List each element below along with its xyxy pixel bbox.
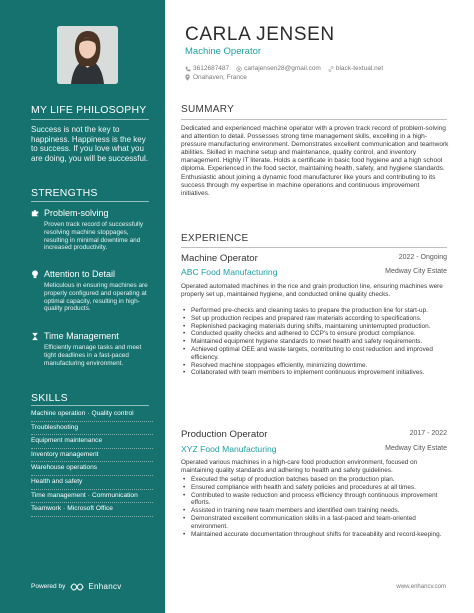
list-item: • Achieved optimal OEE and waste targets, contributing to cost reduction and improved efficiency. bbox=[181, 346, 447, 362]
job-location: Medway City Estate bbox=[385, 268, 447, 275]
strength-title: Attention to Detail bbox=[44, 269, 116, 279]
skill-row: Machine operation · Quality control bbox=[31, 408, 153, 422]
job-title: Machine Operator bbox=[181, 253, 258, 264]
phone-text: 3612687487 bbox=[193, 65, 230, 72]
list-item: • Maintained accurate documentation throughout shifts for traceability and record-keeping. bbox=[181, 531, 447, 539]
list-item: • Demonstrated excellent communication skills in a fast-paced and team-oriented environment. bbox=[181, 515, 447, 531]
skill-row bbox=[31, 422, 153, 436]
profile-photo bbox=[57, 26, 118, 84]
list-item: • Resolved machine stoppages efficiently, minimizing downtime. bbox=[181, 362, 447, 370]
job-dates: 2017 - 2022 bbox=[409, 430, 447, 437]
skill-tag: Equipment maintenance bbox=[31, 437, 103, 445]
list-item: • Ensured compliance with health and safety policies and procedures at all times. bbox=[181, 484, 447, 492]
strengths-heading: STRENGTHS bbox=[31, 187, 98, 199]
contact-row bbox=[185, 65, 383, 72]
company-name: ABC Food Manufacturing bbox=[181, 267, 278, 277]
lightbulb-icon bbox=[31, 270, 39, 279]
skill-tag: Communication bbox=[91, 491, 138, 499]
skill-tag: Teamwork bbox=[31, 505, 62, 513]
brand-name: Enhancv bbox=[88, 582, 122, 591]
summary-heading: SUMMARY bbox=[181, 104, 235, 115]
link-text: black-textual.net bbox=[335, 65, 384, 72]
link-icon bbox=[328, 66, 334, 72]
skill-tag: Microsoft Office bbox=[67, 505, 113, 513]
skill-tag: Inventory management bbox=[31, 450, 99, 458]
philosophy-text: Success is not the key to happiness. Happiness is the key to success. If you love what you are doing, you will be successful. bbox=[31, 125, 148, 163]
powered-by-label: Powered by bbox=[31, 583, 66, 590]
divider bbox=[31, 201, 149, 202]
skill-row bbox=[31, 476, 153, 490]
hourglass-icon bbox=[31, 332, 39, 341]
job-location: Medway City Estate bbox=[385, 445, 447, 452]
skills-heading: SKILLS bbox=[31, 392, 68, 404]
company-name: XYZ Food Manufacturing bbox=[181, 444, 277, 454]
email-contact[interactable] bbox=[236, 65, 321, 72]
skill-tag: Time management bbox=[31, 491, 86, 499]
job-description: Operated various machines in a high-care food production environment, focused on maintaining quality standards and adhering to health and safety guidelines. bbox=[181, 459, 418, 474]
list-item: • Executed the setup of production batches based on the production plan. bbox=[181, 476, 447, 484]
location-text: Onahaven, France bbox=[193, 74, 247, 81]
experience-heading: EXPERIENCE bbox=[181, 233, 249, 244]
list-item: • Performed pre-checks and cleaning tasks to prepare the production line for start-up. bbox=[181, 307, 447, 315]
candidate-role: Machine Operator bbox=[185, 46, 262, 57]
link-contact[interactable] bbox=[328, 65, 383, 72]
strength-desc: Meticulous in ensuring machines are properly configured and operating at optimal capacity, resulting in high-quality products. bbox=[44, 282, 148, 313]
divider bbox=[181, 119, 447, 120]
list-item: • Assisted in training new team members and identified own training needs. bbox=[181, 507, 447, 515]
skill-tag: Health and safety bbox=[31, 477, 83, 485]
at-icon bbox=[236, 66, 242, 72]
job-dates: 2022 - Ongoing bbox=[398, 254, 447, 261]
list-item: • Set up production recipes and prepared raw materials according to specifications. bbox=[181, 315, 447, 323]
divider bbox=[31, 119, 149, 120]
list-item: • Maintained equipment hygiene standards to meet health and safety requirements. bbox=[181, 338, 447, 346]
location-pin-icon bbox=[185, 74, 190, 81]
skills-list bbox=[31, 408, 153, 517]
phone-icon bbox=[185, 66, 191, 72]
enhancv-logo-icon bbox=[70, 583, 84, 591]
puzzle-icon bbox=[31, 209, 39, 217]
job-description: Operated automated machines in the rice and grain production line, ensuring machines were properly set up, maintained hygiene, and conducted online quality checks. bbox=[181, 283, 443, 298]
phone-contact bbox=[185, 65, 229, 72]
divider bbox=[31, 405, 149, 406]
skill-row bbox=[31, 462, 153, 476]
summary-text: Dedicated and experienced machine operator with a proven track record of problem-solving and attention to detail. Possesses strong time management skills, excelling in a high-pressure manufacturing environment. Demonstrates excellent communication and teamwork abilities. Skilled in machine setup and maintenance, quality control, and inventory management. Highly IT literate. Holds a certificate in basic food hygiene and a high school diploma. Experienced in the food sector, maintaining health, safety, and hygiene standards. Enthusiastic about joining a dynamic food manufacturer like yours and contributing to its success through my expertise in machine operations and continuous improvement initiatives. bbox=[181, 125, 449, 197]
divider bbox=[181, 247, 447, 248]
strength-title: Problem-solving bbox=[44, 208, 109, 218]
skill-row bbox=[31, 435, 153, 449]
skill-tag: Machine operation bbox=[31, 410, 86, 417]
skill-row bbox=[31, 449, 153, 463]
job-bullets bbox=[181, 307, 447, 377]
strength-desc: Proven track record of successfully resolving machine stoppages, resulting in minimal downtime and increased productivity. bbox=[44, 221, 144, 252]
footer-website[interactable]: www.enhancv.com bbox=[396, 584, 446, 590]
philosophy-heading: MY LIFE PHILOSOPHY bbox=[31, 104, 147, 116]
skill-row: Time management · Communication bbox=[31, 490, 153, 504]
skill-tag: Warehouse operations bbox=[31, 464, 98, 472]
sidebar bbox=[0, 0, 165, 613]
candidate-name: CARLA JENSEN bbox=[185, 24, 335, 45]
strength-item bbox=[31, 331, 153, 367]
strength-item bbox=[31, 269, 153, 313]
strength-title: Time Management bbox=[44, 331, 119, 341]
strength-item bbox=[31, 208, 153, 252]
skill-tag: Quality control bbox=[91, 410, 134, 417]
strength-desc: Efficiently manage tasks and meet tight deadlines in a fast-paced manufacturing environment. bbox=[44, 344, 142, 367]
job-title: Production Operator bbox=[181, 429, 268, 440]
job-bullets bbox=[181, 476, 447, 538]
powered-by bbox=[31, 582, 122, 591]
list-item: • Replenished packaging materials during shifts, maintaining uninterrupted production. bbox=[181, 323, 447, 331]
skill-tag: Troubleshooting bbox=[31, 423, 79, 431]
location-contact bbox=[185, 74, 247, 81]
skill-row: Teamwork · Microsoft Office bbox=[31, 503, 153, 517]
list-item: • Conducted quality checks and adhered to CCP's to ensure product compliance. bbox=[181, 330, 447, 338]
list-item: • Collaborated with team members to implement continuous improvement initiatives. bbox=[181, 369, 447, 377]
list-item: • Contributed to waste reduction and process efficiency through continuous improvement efforts. bbox=[181, 492, 447, 508]
email-text: carlajensen28@gmail.com bbox=[244, 65, 321, 72]
